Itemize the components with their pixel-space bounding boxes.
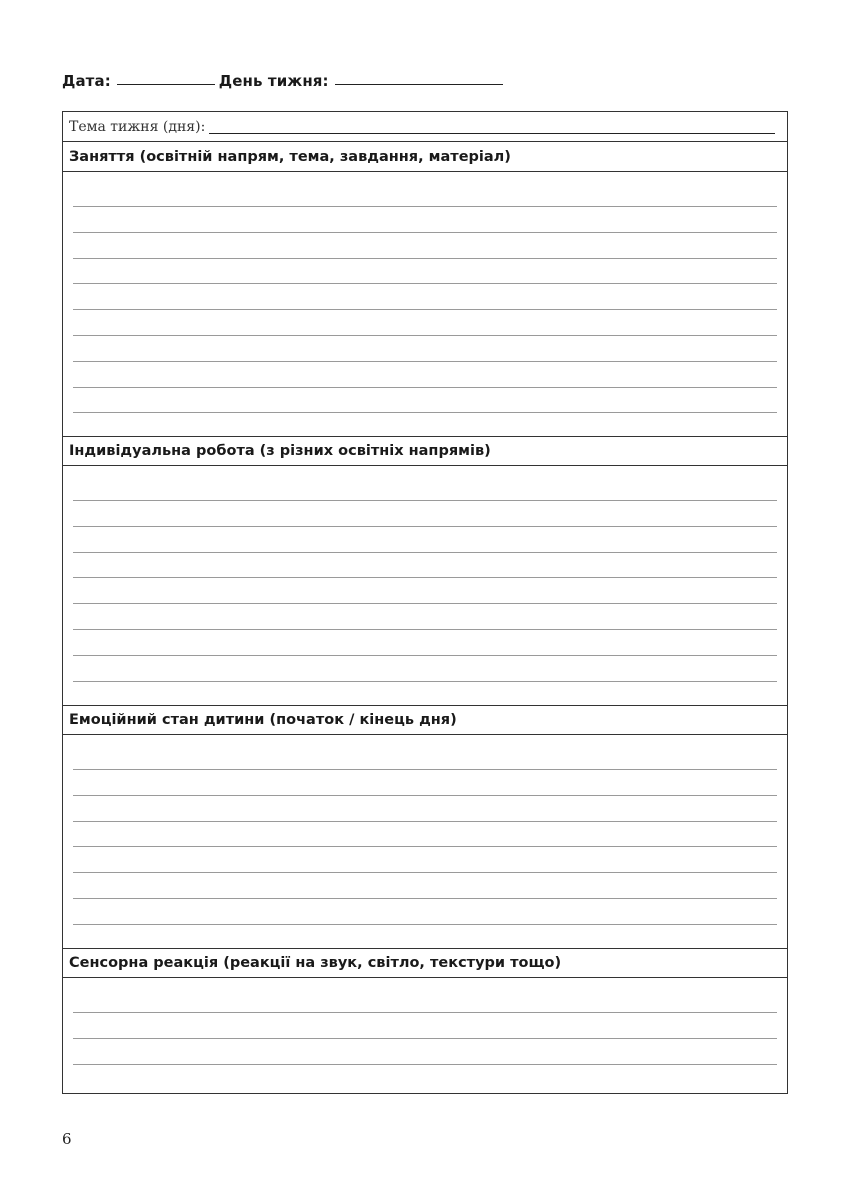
writing-line bbox=[73, 335, 777, 336]
section-title-emotional-state: Емоційний стан дитини (початок / кінець дня) bbox=[63, 705, 787, 735]
writing-line bbox=[73, 412, 777, 413]
writing-area-sensory-reaction[interactable] bbox=[63, 978, 787, 1094]
writing-area-individual-work[interactable] bbox=[63, 466, 787, 706]
writing-line bbox=[73, 232, 777, 233]
writing-line bbox=[73, 1064, 777, 1065]
page-number: 6 bbox=[62, 1130, 72, 1148]
writing-line bbox=[73, 206, 777, 207]
writing-area-emotional-state[interactable] bbox=[63, 735, 787, 948]
writing-line bbox=[73, 526, 777, 527]
writing-line bbox=[73, 821, 777, 822]
writing-line bbox=[73, 769, 777, 770]
writing-area-lessons[interactable] bbox=[63, 172, 787, 436]
writing-line bbox=[73, 872, 777, 873]
writing-line bbox=[73, 361, 777, 362]
topic-blank-line[interactable] bbox=[209, 132, 775, 134]
topic-label: Тема тижня (дня): bbox=[69, 118, 206, 135]
writing-line bbox=[73, 552, 777, 553]
header-fields bbox=[62, 66, 507, 90]
section-title-sensory-reaction: Сенсорна реакція (реакції на звук, світло, текстури тощо) bbox=[63, 948, 787, 978]
writing-line bbox=[73, 258, 777, 259]
writing-line bbox=[73, 655, 777, 656]
weekday-label: День тижня: bbox=[218, 72, 329, 90]
writing-line bbox=[73, 924, 777, 925]
date-blank-line[interactable] bbox=[117, 83, 215, 85]
weekday-blank-line[interactable] bbox=[335, 83, 503, 85]
date-label: Дата: bbox=[62, 72, 111, 90]
planner-frame bbox=[62, 111, 788, 1094]
writing-line bbox=[73, 603, 777, 604]
writing-line bbox=[73, 309, 777, 310]
section-title-individual-work: Індивідуальна робота (з різних освітніх напрямів) bbox=[63, 436, 787, 466]
writing-line bbox=[73, 846, 777, 847]
writing-line bbox=[73, 500, 777, 501]
writing-line bbox=[73, 629, 777, 630]
topic-row bbox=[63, 112, 787, 142]
section-title-lessons: Заняття (освітній напрям, тема, завдання, матеріал) bbox=[63, 142, 787, 172]
writing-line bbox=[73, 681, 777, 682]
writing-line bbox=[73, 898, 777, 899]
writing-line bbox=[73, 387, 777, 388]
writing-line bbox=[73, 283, 777, 284]
writing-line bbox=[73, 1038, 777, 1039]
writing-line bbox=[73, 577, 777, 578]
writing-line bbox=[73, 1012, 777, 1013]
writing-line bbox=[73, 795, 777, 796]
